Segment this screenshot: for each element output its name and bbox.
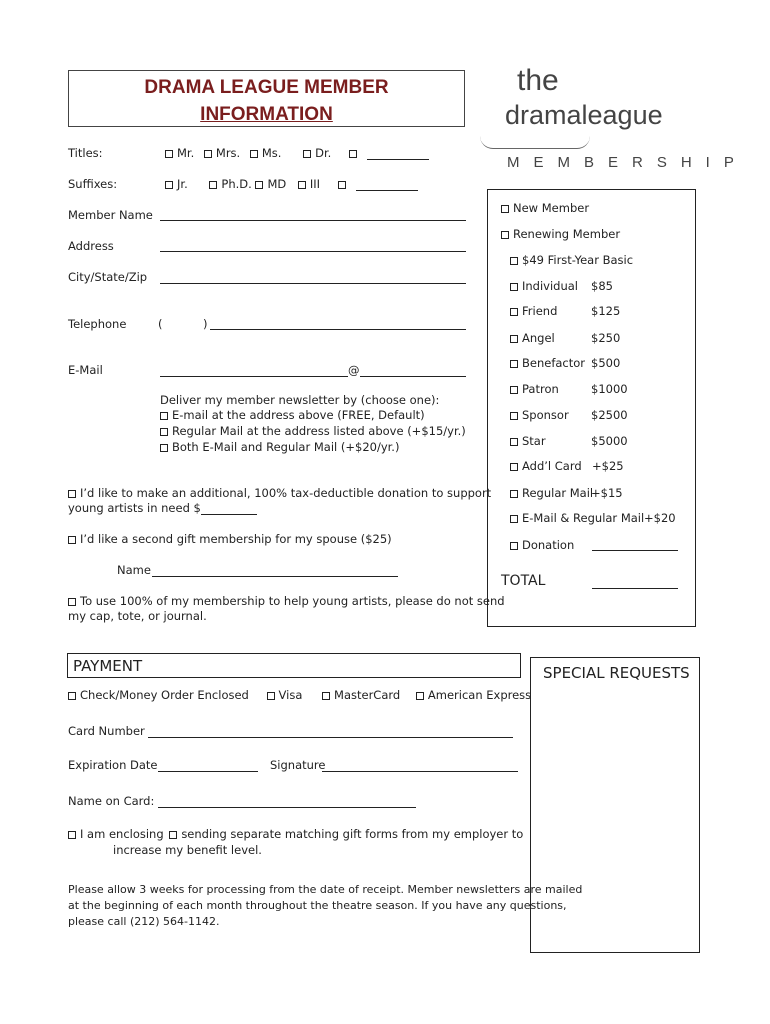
name-on-card-label: Name on Card: [68,794,155,808]
new-member-checkbox[interactable] [501,205,509,213]
footer-line3: please call (212) 564-1142. [68,915,220,928]
newsletter-opt1-label: E-mail at the address above (FREE, Default) [172,408,425,422]
donation-label: Donation [522,538,575,552]
level-option-friend[interactable] [510,304,557,318]
regular-mail-checkbox[interactable] [510,490,518,498]
newsletter-opt1[interactable] [160,408,425,422]
address-label: Address [68,239,114,253]
md-checkbox[interactable] [255,181,263,189]
title-other-line[interactable] [367,147,429,160]
logo-drama [505,100,663,131]
check-label: Check/Money Order Enclosed [80,688,249,702]
special-requests-box[interactable] [530,657,700,953]
addl-card-checkbox[interactable] [510,463,518,471]
mr-label: Mr. [177,146,195,160]
phd-checkbox[interactable] [209,181,217,189]
enclosing-label: I am enclosing [80,827,164,841]
footer-line1: Please allow 3 weeks for processing from the date of receipt. Member newsletters are mailed [68,883,583,896]
level-name: Benefactor [522,356,586,370]
basic-label: $49 First-Year Basic [522,253,634,267]
employer-line1 [68,827,523,841]
level-name: Individual [522,279,579,293]
level-option-patron[interactable] [510,382,559,396]
level-price: $85 [591,279,613,293]
newsletter-mail-checkbox[interactable] [160,428,168,436]
renewing-member-checkbox[interactable] [501,231,509,239]
amex-checkbox[interactable] [416,692,424,700]
regular-mail-label: Regular Mail [522,486,594,500]
ms-checkbox[interactable] [250,150,258,158]
level-name: Angel [522,331,555,345]
payment-methods [68,688,531,702]
level-option-sponsor[interactable] [510,408,569,422]
dr-checkbox[interactable] [303,150,311,158]
addl-card-label: Add’l Card [522,459,582,473]
jr-label: Jr. [177,177,188,191]
employer-line2: increase my benefit level. [113,843,262,857]
logo [480,62,760,177]
city-label: City/State/Zip [68,270,148,284]
spouse-name-field[interactable] [152,564,398,577]
tel-close-paren: ) [203,317,208,331]
newsletter-opt2[interactable] [160,424,466,438]
level-name: Patron [522,382,559,396]
email-regular-option[interactable] [510,511,644,525]
level-option-individual[interactable] [510,279,578,293]
card-number-field[interactable] [148,725,513,738]
mrs-label: Mrs. [215,146,241,160]
sending-label: sending separate matching gift forms from my employer to [181,827,524,841]
renewing-member-option[interactable] [501,227,620,241]
young-artists-checkbox[interactable] [68,598,76,606]
level-price: $500 [591,356,621,370]
tel-open-paren: ( [158,317,163,331]
sending-checkbox[interactable] [169,831,177,839]
donation-amount-checkbox[interactable] [510,542,518,550]
iii-checkbox[interactable] [298,181,306,189]
payment-heading: PAYMENT [73,657,143,675]
level-checkbox[interactable] [510,360,518,368]
check-checkbox[interactable] [68,692,76,700]
title-line-2: INFORMATION [200,104,333,125]
email-regular-checkbox[interactable] [510,515,518,523]
level-checkbox[interactable] [510,335,518,343]
level-name: Friend [522,304,558,318]
level-checkbox[interactable] [510,283,518,291]
level-name: Sponsor [522,408,569,422]
newsletter-opt2-label: Regular Mail at the address listed above (+$15/yr.) [172,424,466,438]
title-other-checkbox[interactable] [349,150,357,158]
email-label: E-Mail [68,363,103,377]
level-checkbox[interactable] [510,438,518,446]
visa-checkbox[interactable] [267,692,275,700]
iii-label: III [309,177,321,191]
member-name-field[interactable] [160,208,466,221]
newsletter-both-checkbox[interactable] [160,444,168,452]
spouse-name-label: Name [117,563,151,577]
level-price: $1000 [591,382,628,396]
visa-label: Visa [278,688,303,702]
mastercard-label: MasterCard [334,688,401,702]
level-option-star[interactable] [510,434,546,448]
enclosing-checkbox[interactable] [68,831,76,839]
level-price: $2500 [591,408,628,422]
donation-text: I’d like to make an additional, 100% tax-deductible donation to support [80,486,492,500]
newsletter-opt3[interactable] [160,440,399,454]
logo-curve [480,136,590,149]
young-artists-line2: my cap, tote, or journal. [68,609,207,623]
donation-option[interactable] [510,538,574,552]
basic-option[interactable] [510,253,633,267]
mrs-checkbox[interactable] [204,150,212,158]
card-number-label: Card Number [68,724,145,738]
logo-drama-word: drama [505,100,582,130]
name-on-card-field[interactable] [158,795,416,808]
newsletter-email-checkbox[interactable] [160,412,168,420]
newsletter-intro: Deliver my member newsletter by (choose one): [160,393,440,407]
regular-mail-price: +$15 [591,486,623,500]
basic-checkbox[interactable] [510,257,518,265]
newsletter-opt3-label: Both E-Mail and Regular Mail (+$20/yr.) [172,440,400,454]
level-price: $250 [591,331,621,345]
dr-label: Dr. [315,146,332,160]
renewing-member-label: Renewing Member [513,227,621,241]
young-artists-line1[interactable] [68,594,505,608]
email-domain-field[interactable] [360,364,466,377]
page-title [69,74,464,128]
level-price: $125 [591,304,621,318]
jr-checkbox[interactable] [165,181,173,189]
suffix-options [165,177,418,191]
level-option-benefactor[interactable] [510,356,585,370]
donation-checkbox[interactable] [68,490,76,498]
signature-label: Signature [270,758,326,772]
telephone-field[interactable] [210,317,466,330]
titles-label: Titles: [68,146,103,160]
level-checkbox[interactable] [510,308,518,316]
donation-amount-field[interactable] [201,502,257,515]
phd-label: Ph.D. [221,177,252,191]
donation-line1[interactable] [68,486,491,500]
expiration-field[interactable] [158,759,258,772]
spouse-text: I’d like a second gift membership for my spouse ($25) [80,532,392,546]
payment-heading-box [67,653,521,678]
logo-the: the [517,64,559,97]
mr-checkbox[interactable] [165,150,173,158]
email-at: @ [348,363,360,377]
mastercard-checkbox[interactable] [322,692,330,700]
regular-mail-option[interactable] [510,486,593,500]
address-field[interactable] [160,239,466,252]
young-artists-text: To use 100% of my membership to help young artists, please do not send [80,594,505,608]
addl-card-option[interactable] [510,459,582,473]
special-requests-label: SPECIAL REQUESTS [543,664,690,682]
expiration-label: Expiration Date [68,758,158,772]
city-field[interactable] [160,271,466,284]
spouse-checkbox[interactable] [68,536,76,544]
footer-line2: at the beginning of each month throughout the theatre season. If you have any questions, [68,899,567,912]
suffix-other-checkbox[interactable] [338,181,346,189]
telephone-label: Telephone [68,317,127,331]
ms-label: Ms. [261,146,282,160]
new-member-option[interactable] [501,201,589,215]
donation-line2 [68,501,257,515]
logo-membership: MEMBERSHIP [507,154,748,171]
email-regular-price: +$20 [644,511,676,525]
donation-text-2: young artists in need $ [68,501,201,515]
titles-options [165,146,429,160]
addl-card-price: +$25 [592,459,624,473]
level-checkbox[interactable] [510,386,518,394]
email-user-field[interactable] [160,364,348,377]
signature-field[interactable] [322,759,518,772]
total-field[interactable] [592,576,678,589]
donation-total-field[interactable] [592,538,678,551]
suffix-other-line[interactable] [356,178,418,191]
email-regular-label: E-Mail & Regular Mail [522,511,645,525]
total-label: TOTAL [501,573,546,589]
suffixes-label: Suffixes: [68,177,118,191]
title-box [68,70,465,127]
amex-label: American Express [427,688,532,702]
new-member-label: New Member [513,201,590,215]
level-name: Star [522,434,546,448]
title-line-1: DRAMA LEAGUE MEMBER [144,77,389,98]
member-name-label: Member Name [68,208,153,222]
logo-league-word: league [581,100,663,130]
spouse-option[interactable] [68,532,392,546]
level-checkbox[interactable] [510,412,518,420]
level-option-angel[interactable] [510,331,555,345]
md-label: MD [267,177,287,191]
level-price: $5000 [591,434,628,448]
